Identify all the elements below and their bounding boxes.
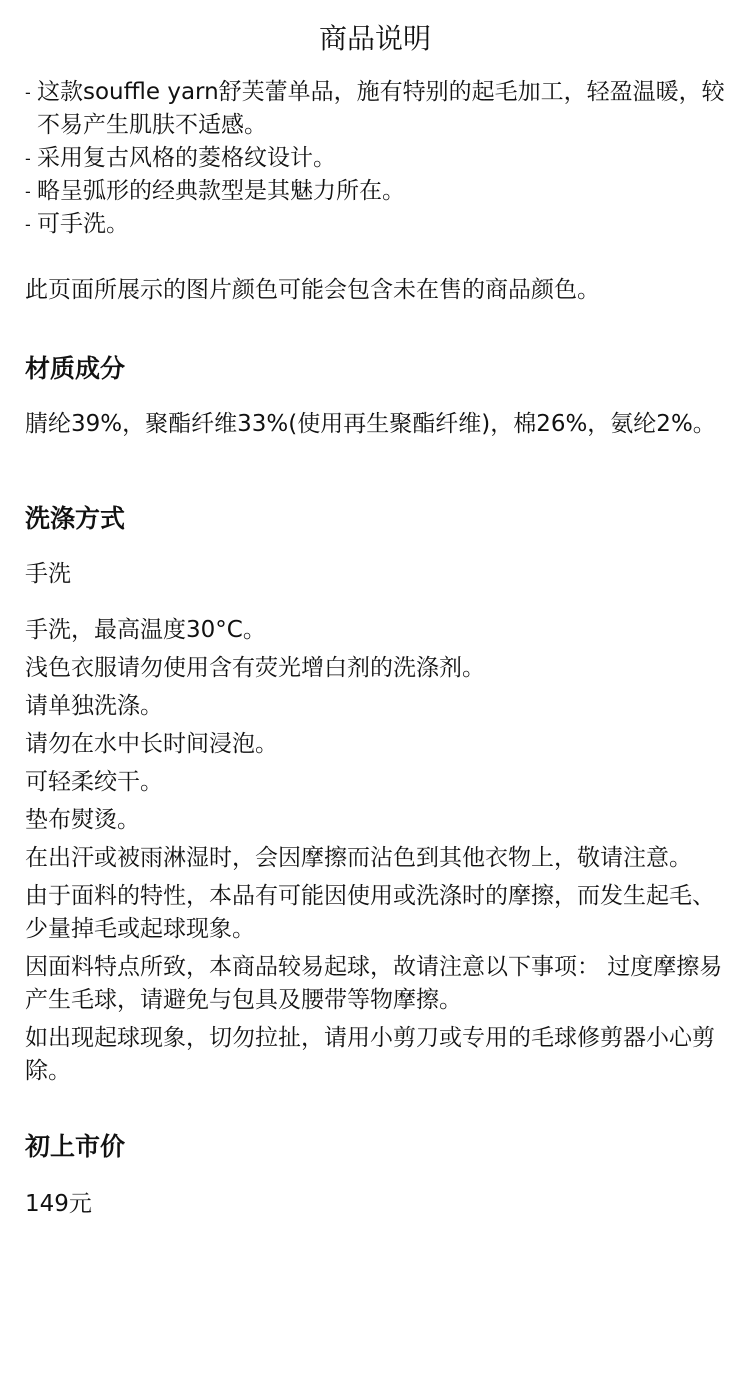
bullet-marker: - — [25, 83, 31, 102]
washing-instruction: 由于面料的特性，本品有可能因使用或洗涤时的摩擦，而发生起毛、少量掉毛或起球现象。 — [25, 883, 715, 942]
page-title: 商品说明 — [318, 22, 431, 55]
washing-instruction: 在出汗或被雨淋湿时，会因摩擦而沾色到其他衣物上，敬请注意。 — [25, 845, 692, 871]
bullet-marker: - — [25, 215, 31, 234]
washing-instruction: 请单独洗涤。 — [25, 693, 163, 719]
feature-text: 可手洗。 — [37, 211, 129, 237]
feature-item — [25, 142, 725, 175]
bullet-marker: - — [25, 149, 31, 168]
material-heading: 材质成分 — [25, 354, 126, 383]
feature-text: 采用复古风格的菱格纹设计。 — [37, 145, 336, 171]
feature-text: 这款souffle yarn舒芙蕾单品，施有特别的起毛加工，轻盈温暖，较不易产生肌肤不适感。 — [37, 79, 725, 138]
washing-instruction: 因面料特点所致，本商品较易起球，故请注意以下事项： 过度摩擦易产生毛球，请避免与包具及腰带等物摩擦。 — [25, 954, 723, 1013]
material-composition: 腈纶39%，聚酯纤维33%(使用再生聚酯纤维)，棉26%，氨纶2%。 — [25, 411, 716, 437]
washing-instructions — [25, 614, 725, 1088]
washing-instruction: 可轻柔绞干。 — [25, 769, 163, 795]
feature-item — [25, 76, 725, 142]
washing-instruction: 浅色衣服请勿使用含有荧光增白剂的洗涤剂。 — [25, 655, 485, 681]
washing-heading: 洗涤方式 — [25, 504, 126, 533]
washing-instruction: 如出现起球现象，切勿拉扯，请用小剪刀或专用的毛球修剪器小心剪除。 — [25, 1025, 715, 1084]
washing-method: 手洗 — [25, 561, 71, 587]
feature-text: 略呈弧形的经典款型是其魅力所在。 — [37, 178, 405, 204]
bullet-marker: - — [25, 182, 31, 201]
washing-instruction: 手洗，最高温度30°C。 — [25, 617, 266, 643]
launch-price: 149元 — [25, 1191, 92, 1217]
washing-instruction: 请勿在水中长时间浸泡。 — [25, 731, 278, 757]
washing-instruction: 垫布熨烫。 — [25, 807, 140, 833]
price-heading: 初上市价 — [25, 1132, 126, 1161]
feature-item — [25, 208, 725, 241]
feature-list — [25, 76, 725, 241]
color-disclaimer: 此页面所展示的图片颜色可能会包含未在售的商品颜色。 — [25, 277, 600, 303]
feature-item — [25, 175, 725, 208]
